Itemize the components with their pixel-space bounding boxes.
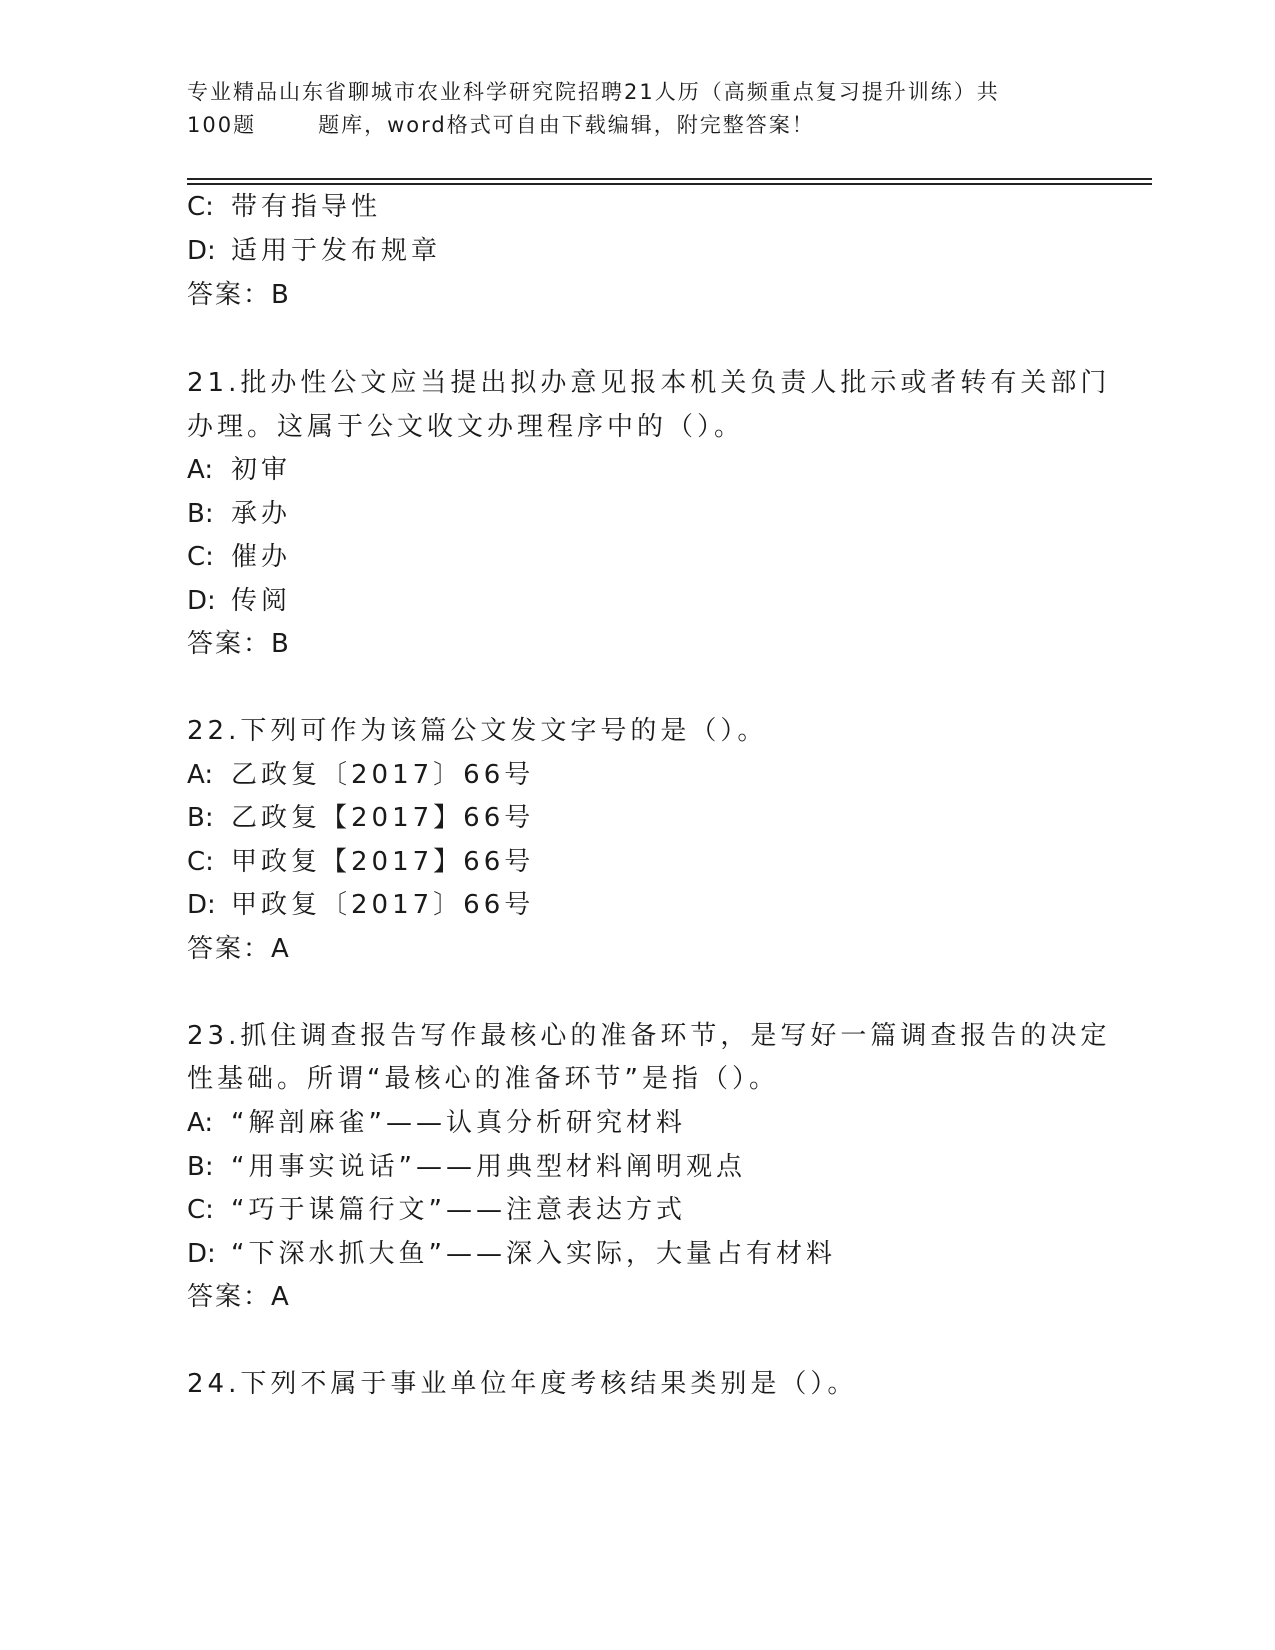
option-a: A: 初审 [187, 455, 292, 485]
header-line-2 [187, 109, 1087, 142]
option-c: C: 带有指导性 [187, 192, 382, 222]
header-rule-bottom [187, 183, 1152, 185]
question-stem: 21.批办性公文应当提出拟办意见报本机关负责人批示或者转有关部门 [187, 368, 1111, 398]
option-b: B: “用事实说话”——用典型材料阐明观点 [187, 1152, 746, 1182]
option-c: C: 甲政复【2017】66号 [187, 847, 535, 877]
option-c: C: 催办 [187, 542, 292, 572]
question-stem-continued: 办理。这属于公文收文办理程序中的（）。 [187, 412, 745, 442]
option-b: B: 承办 [187, 499, 292, 529]
question-stem: 24.下列不属于事业单位年度考核结果类别是（）。 [187, 1369, 858, 1399]
option-b: B: 乙政复【2017】66号 [187, 803, 535, 833]
option-c: C: “巧于谋篇行文”——注意表达方式 [187, 1195, 686, 1225]
question-stem: 23.抓住调查报告写作最核心的准备环节，是写好一篇调查报告的决定 [187, 1021, 1111, 1051]
question-stem: 22.下列可作为该篇公文发文字号的是（）。 [187, 716, 768, 746]
option-d: D: 甲政复〔2017〕66号 [187, 890, 535, 920]
header-count: 100题 [187, 113, 257, 137]
option-d: D: 传阅 [187, 586, 292, 616]
option-d: D: 适用于发布规章 [187, 236, 442, 266]
option-a: A: “解剖麻雀”——认真分析研究材料 [187, 1108, 686, 1138]
answer: 答案：A [187, 1282, 291, 1312]
option-a: A: 乙政复〔2017〕66号 [187, 760, 535, 790]
header-line-1: 专业精品山东省聊城市农业科学研究院招聘21人历（高频重点复习提升训练）共 [187, 80, 1000, 104]
document-header [187, 76, 1087, 142]
answer: 答案：B [187, 280, 291, 310]
option-d: D: “下深水抓大鱼”——深入实际，大量占有材料 [187, 1239, 836, 1269]
answer: 答案：A [187, 934, 291, 964]
header-rule-top [187, 178, 1152, 180]
answer: 答案：B [187, 629, 291, 659]
question-stem-continued: 性基础。所谓“最核心的准备环节”是指（）。 [187, 1064, 779, 1094]
header-description: 题库，word格式可自由下载编辑，附完整答案！ [318, 113, 815, 137]
